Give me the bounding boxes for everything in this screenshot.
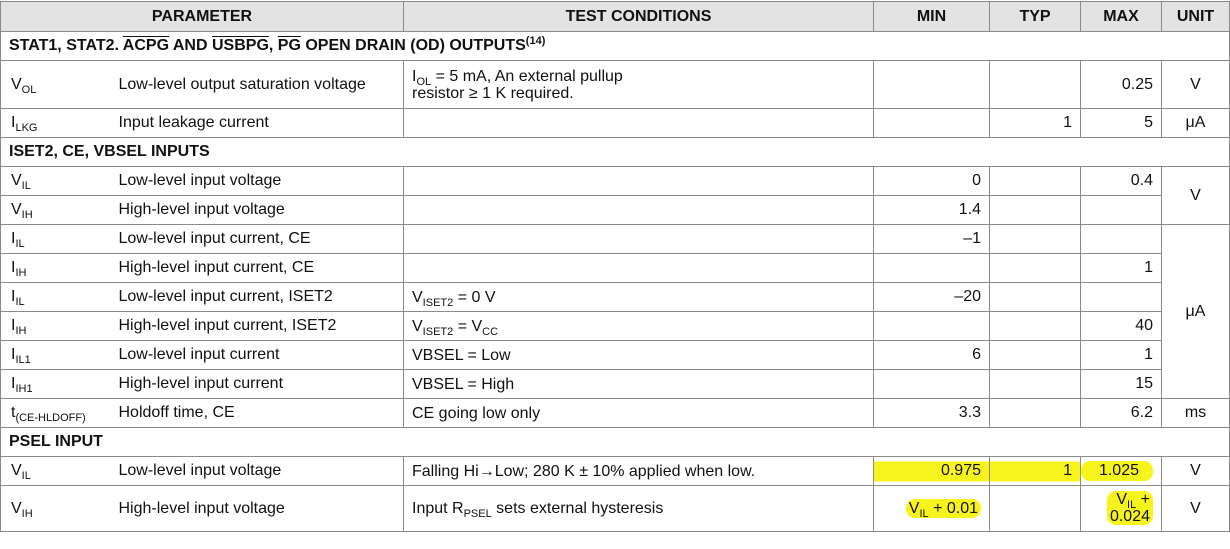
section-text: OPEN DRAIN (OD) OUTPUTS: [300, 37, 526, 54]
param-symbol: $V_{IL}$: [1, 457, 111, 486]
test-condition: [404, 225, 874, 254]
max-value-highlighted: 1.025: [1081, 461, 1153, 481]
param-symbol: $t_{(CE-HLDOFF)}$: [1, 399, 111, 428]
test-condition: VBSEL = Low: [404, 341, 874, 370]
max-value: 1: [1081, 254, 1162, 283]
min-value: [874, 109, 990, 138]
table-row: [1, 254, 1230, 283]
min-value: [874, 254, 990, 283]
section-title: PSEL INPUT: [1, 428, 1230, 457]
header-test-conditions: TEST CONDITIONS: [404, 2, 874, 32]
param-symbol: $I_{IL1}$: [1, 341, 111, 370]
min-value: –1: [874, 225, 990, 254]
param-description: High-level input voltage: [111, 486, 404, 532]
section-title: ISET2, CE, VBSEL INPUTS: [1, 138, 1230, 167]
min-value-highlighted: $V_{IL} + 0.01$: [906, 499, 981, 518]
param-description: Low-level input voltage: [111, 457, 404, 486]
table-row: [1, 167, 1230, 196]
min-value: 0: [874, 167, 990, 196]
max-value: 0.25: [1081, 61, 1162, 109]
typ-value: [990, 370, 1081, 399]
param-symbol: $V_{IL}$: [1, 167, 111, 196]
unit-value: μA: [1162, 109, 1230, 138]
typ-value: [990, 341, 1081, 370]
table-row: [1, 225, 1230, 254]
test-condition: CE going low only: [404, 399, 874, 428]
spec-table: [0, 1, 1230, 532]
param-symbol: $V_{IH}$: [1, 486, 111, 532]
footnote-ref[interactable]: (14): [525, 35, 546, 47]
param-description: High-level input current, ISET2: [111, 312, 404, 341]
typ-value: [990, 254, 1081, 283]
header-typ: TYP: [990, 2, 1081, 32]
max-value: [1081, 225, 1162, 254]
table-row: [1, 486, 1230, 532]
section-acpg: ACPG: [122, 37, 170, 54]
min-value: [874, 312, 990, 341]
min-value: 6: [874, 341, 990, 370]
test-condition: Input $R_{PSEL}$ sets external hysteresis: [404, 486, 874, 532]
header-min: MIN: [874, 2, 990, 32]
header-max: MAX: [1081, 2, 1162, 32]
max-value: 0.4: [1081, 167, 1162, 196]
param-description: Holdoff time, CE: [111, 399, 404, 428]
test-condition: $V_{ISET2} = 0$ V: [404, 283, 874, 312]
param-description: Low-level input current: [111, 341, 404, 370]
header-unit: UNIT: [1162, 2, 1230, 32]
table-row: [1, 109, 1230, 138]
table-row: [1, 61, 1230, 109]
unit-value: ms: [1162, 399, 1230, 428]
header-parameter: PARAMETER: [1, 2, 404, 32]
section-text: ,: [268, 37, 278, 54]
typ-value: [990, 225, 1081, 254]
param-description: Input leakage current: [111, 109, 404, 138]
min-value-highlighted: 0.975: [874, 457, 990, 486]
param-description: High-level input voltage: [111, 196, 404, 225]
table-row: [1, 312, 1230, 341]
typ-value: [990, 196, 1081, 225]
test-condition: VBSEL = High: [404, 370, 874, 399]
typ-value: [990, 486, 1081, 532]
test-condition: [404, 196, 874, 225]
table-row: [1, 399, 1230, 428]
typ-value: [990, 312, 1081, 341]
min-value: [874, 61, 990, 109]
param-description: High-level input current, CE: [111, 254, 404, 283]
max-value: 15: [1081, 370, 1162, 399]
section-row-psel: [1, 428, 1230, 457]
param-symbol: $I_{IH}$: [1, 254, 111, 283]
typ-value: [990, 61, 1081, 109]
max-value: 40: [1081, 312, 1162, 341]
section-row-od-outputs: [1, 32, 1230, 61]
test-condition: [404, 109, 874, 138]
test-condition: [404, 167, 874, 196]
param-description: Low-level input voltage: [111, 167, 404, 196]
unit-value: V: [1162, 457, 1230, 486]
section-pg: $\overline{PG}$: [277, 37, 301, 54]
typ-value-highlighted: 1: [990, 457, 1081, 486]
typ-value: 1: [990, 109, 1081, 138]
unit-value: V: [1162, 167, 1230, 225]
param-symbol: $I_{IL}$: [1, 225, 111, 254]
unit-value: V: [1162, 61, 1230, 109]
table-row: [1, 196, 1230, 225]
section-usbpg: USBPG: [211, 37, 269, 54]
param-description: Low-level output saturation voltage: [111, 61, 404, 109]
unit-value: V: [1162, 486, 1230, 532]
table-row: [1, 341, 1230, 370]
max-value-highlighted: $V_{IL}$ + 0.024: [1107, 491, 1153, 525]
section-text: STAT1, STAT2.: [9, 37, 123, 54]
section-row-inputs: [1, 138, 1230, 167]
min-value: [874, 370, 990, 399]
param-description: Low-level input current, ISET2: [111, 283, 404, 312]
max-value: 6.2: [1081, 399, 1162, 428]
param-symbol: $V_{IH}$: [1, 196, 111, 225]
max-value: [1081, 283, 1162, 312]
param-symbol: $I_{LKG}$: [1, 109, 111, 138]
min-value: –20: [874, 283, 990, 312]
max-value: [1081, 196, 1162, 225]
param-description: Low-level input current, CE: [111, 225, 404, 254]
param-symbol: $I_{IH}$: [1, 312, 111, 341]
section-title: [1, 32, 1230, 61]
max-value: 1: [1081, 341, 1162, 370]
unit-value: μA: [1162, 225, 1230, 399]
test-condition: [404, 254, 874, 283]
table-row: [1, 457, 1230, 486]
typ-value: [990, 399, 1081, 428]
test-condition: $V_{ISET2} = V_{CC}$: [404, 312, 874, 341]
min-value: 1.4: [874, 196, 990, 225]
param-symbol: $V_{OL}$: [1, 61, 111, 109]
table-row: [1, 283, 1230, 312]
param-description: High-level input current: [111, 370, 404, 399]
max-value: 5: [1081, 109, 1162, 138]
table-row: [1, 370, 1230, 399]
test-condition: $I_{OL} = 5$ mA, An external pullup resistor ≥ 1 K required.: [404, 61, 874, 109]
typ-value: [990, 167, 1081, 196]
min-value: 3.3: [874, 399, 990, 428]
header-row: [1, 2, 1230, 32]
section-text: AND: [169, 37, 212, 54]
param-symbol: $I_{IH1}$: [1, 370, 111, 399]
param-symbol: $I_{IL}$: [1, 283, 111, 312]
test-condition: Falling Hi→Low; 280 K ± 10% applied when low.: [404, 457, 874, 486]
typ-value: [990, 283, 1081, 312]
